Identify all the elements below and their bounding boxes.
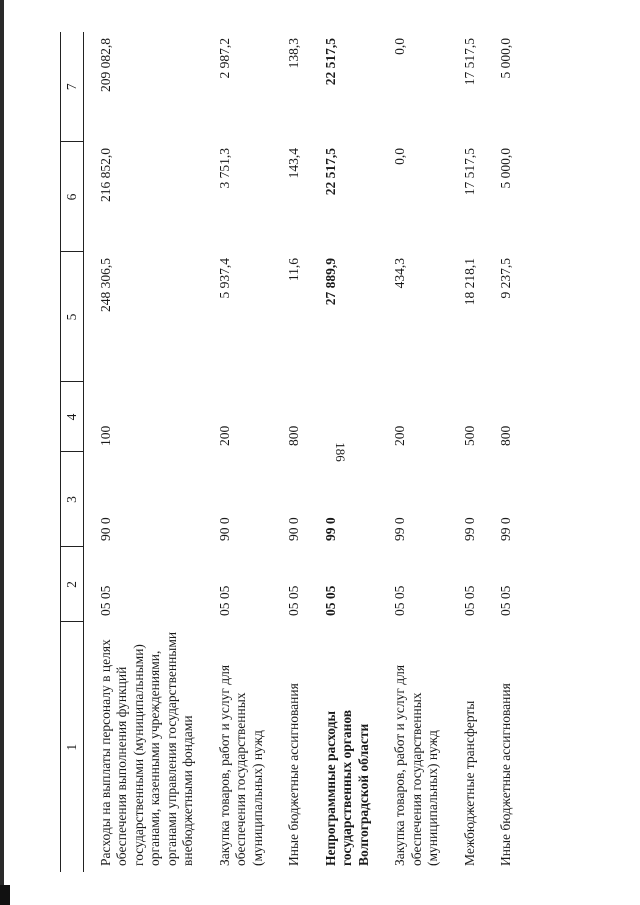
row-value-6: 17 517,5 bbox=[461, 148, 477, 196]
row-value-5: 18 218,1 bbox=[461, 258, 477, 306]
row-target: 90 0 bbox=[286, 517, 302, 541]
table-row bbox=[272, 32, 308, 872]
row-name: Закупка товаров, работ и услуг для обеспечения государственных (муниципальных) нужд bbox=[392, 664, 441, 866]
scan-edge bbox=[0, 0, 4, 905]
header-col-2: 2 bbox=[61, 547, 84, 622]
row-name: Непрограммные расходы государственных органов Волгоградской области bbox=[322, 709, 371, 866]
row-type: 200 bbox=[392, 425, 408, 446]
row-target: 90 0 bbox=[98, 517, 113, 541]
row-value-6: 216 852,0 bbox=[98, 148, 113, 202]
row-value-7: 209 082,8 bbox=[98, 38, 113, 92]
row-value-5: 434,3 bbox=[392, 258, 408, 289]
row-name: Межбюджетные трансферты bbox=[461, 700, 477, 866]
row-value-7: 138,3 bbox=[286, 38, 302, 69]
page-number: 186 bbox=[333, 442, 348, 462]
row-section: 05 05 bbox=[216, 585, 232, 616]
row-name: Иные бюджетные ассигнования bbox=[497, 683, 513, 866]
row-target: 99 0 bbox=[392, 517, 408, 541]
row-value-7: 0,0 bbox=[392, 38, 408, 55]
row-target: 90 0 bbox=[216, 517, 232, 541]
table-body bbox=[84, 32, 521, 872]
row-name: Закупка товаров, работ и услуг для обеспечения государственных (муниципальных) нужд bbox=[216, 664, 265, 866]
row-section: 05 05 bbox=[497, 585, 513, 616]
rotated-page bbox=[60, 22, 580, 882]
header-col-6: 6 bbox=[61, 142, 84, 252]
header-row bbox=[61, 32, 84, 872]
row-value-6: 143,4 bbox=[286, 148, 302, 179]
row-type: 200 bbox=[216, 425, 232, 446]
row-name: Расходы на выплаты персоналу в целях обеспечения выполнения функций государственными (муниципальными) органами, казенными учреждениями, органами управления государственными внебюджетными фондами bbox=[98, 631, 196, 866]
table-row-subtotal bbox=[309, 32, 378, 872]
row-target: 99 0 bbox=[497, 517, 513, 541]
header-col-5: 5 bbox=[61, 252, 84, 382]
table-row bbox=[484, 32, 520, 872]
row-value-5: 5 937,4 bbox=[216, 258, 232, 299]
row-value-5: 11,6 bbox=[286, 258, 302, 282]
row-value-6: 5 000,0 bbox=[497, 148, 513, 189]
row-name: Иные бюджетные ассигнования bbox=[286, 683, 302, 866]
row-value-5: 27 889,9 bbox=[322, 258, 338, 306]
row-value-7: 2 987,2 bbox=[216, 38, 232, 79]
row-value-7: 17 517,5 bbox=[461, 38, 477, 86]
row-type: 800 bbox=[497, 425, 513, 446]
row-section: 05 05 bbox=[461, 585, 477, 616]
row-value-6: 0,0 bbox=[392, 148, 408, 165]
row-type: 500 bbox=[461, 425, 477, 446]
table-row bbox=[84, 32, 203, 872]
row-type: 100 bbox=[98, 425, 113, 446]
header-col-4: 4 bbox=[61, 382, 84, 452]
row-section: 05 05 bbox=[98, 585, 113, 616]
budget-table bbox=[60, 32, 520, 872]
row-value-5: 248 306,5 bbox=[98, 258, 113, 312]
row-value-6: 22 517,5 bbox=[322, 148, 338, 196]
row-type bbox=[309, 382, 378, 452]
header-col-1: 1 bbox=[61, 622, 84, 872]
row-type: 800 bbox=[286, 425, 302, 446]
table-row bbox=[378, 32, 447, 872]
row-value-7: 5 000,0 bbox=[497, 38, 513, 79]
row-section: 05 05 bbox=[322, 585, 338, 616]
header-col-3: 3 bbox=[61, 452, 84, 547]
scan-edge-mark bbox=[0, 885, 10, 905]
row-target: 99 0 bbox=[322, 517, 338, 541]
row-section: 05 05 bbox=[286, 585, 302, 616]
row-value-7: 22 517,5 bbox=[322, 38, 338, 86]
row-target: 99 0 bbox=[461, 517, 477, 541]
header-col-7: 7 bbox=[61, 32, 84, 142]
row-value-6: 3 751,3 bbox=[216, 148, 232, 189]
table-row bbox=[448, 32, 484, 872]
row-section: 05 05 bbox=[392, 585, 408, 616]
table-row bbox=[203, 32, 272, 872]
row-value-5: 9 237,5 bbox=[497, 258, 513, 299]
